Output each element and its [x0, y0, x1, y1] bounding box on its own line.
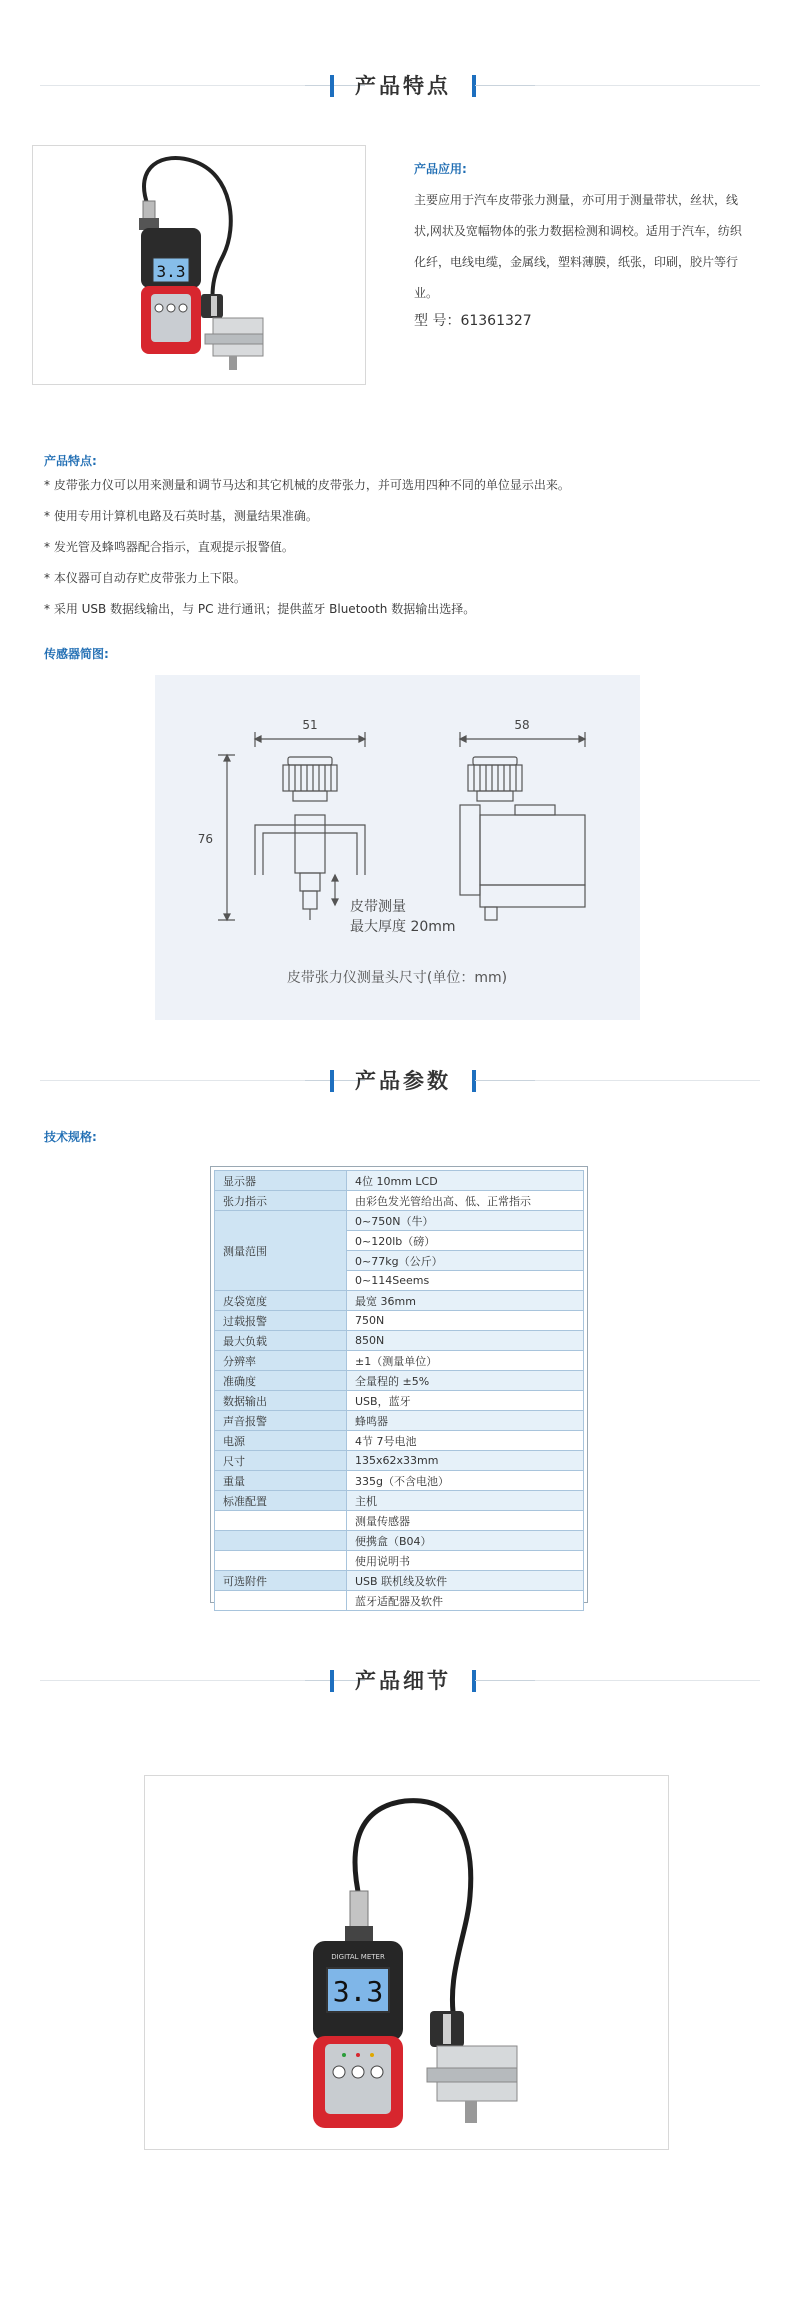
spec-key: 过载报警 [215, 1311, 347, 1331]
dim-width-left: 51 [302, 718, 318, 732]
spec-value: 4位 10mm LCD [347, 1171, 584, 1191]
spec-key: 标准配置 [215, 1491, 347, 1511]
table-row [215, 1571, 584, 1591]
diagram-caption: 皮带张力仪测量头尺寸(单位：mm) [286, 970, 508, 986]
application-text [414, 185, 764, 309]
detail-lcd-readout: 3.3 [332, 1975, 384, 2008]
spec-value: 最宽 36mm [347, 1291, 584, 1311]
sensor-dimension-drawing [155, 675, 640, 1020]
spec-key [215, 1591, 347, 1611]
feature-item: * 采用 USB 数据线输出，与 PC 进行通讯；提供蓝牙 Bluetooth 数据输出选择。 [44, 602, 476, 616]
table-row [215, 1351, 584, 1371]
model-number: 型 号：61361327 [414, 313, 532, 329]
section-header-features [40, 65, 760, 105]
belt-tension-meter-illustration [33, 146, 367, 386]
sensor-diagram [155, 675, 640, 1020]
spec-key: 准确度 [215, 1371, 347, 1391]
spec-key: 分辨率 [215, 1351, 347, 1371]
spec-value: 135x62x33mm [347, 1451, 584, 1471]
spec-key: 尺寸 [215, 1451, 347, 1471]
spec-key [215, 1511, 347, 1531]
spec-value: 0~77kg（公斤） [347, 1251, 584, 1271]
spec-key [215, 1531, 347, 1551]
application-label: 产品应用: [414, 162, 467, 176]
spec-value: 335g（不含电池） [347, 1471, 584, 1491]
section-title: 产品参数 [355, 1069, 451, 1093]
table-row [215, 1531, 584, 1551]
feature-item: * 皮带张力仪可以用来测量和调节马达和其它机械的皮带张力，并可选用四种不同的单位显示出来。 [44, 478, 570, 492]
application-line: 状,网状及宽幅物体的张力数据检测和调校。适用于汽车，纺织 [414, 224, 742, 238]
section-header-details [40, 1660, 760, 1700]
table-row [215, 1411, 584, 1431]
spec-key: 电源 [215, 1431, 347, 1451]
belt-note-line2: 最大厚度 20mm [350, 919, 456, 935]
table-row [215, 1311, 584, 1331]
device-brand: DIGITAL METER [331, 1953, 385, 1961]
spec-value: USB 联机线及软件 [347, 1571, 584, 1591]
table-row [215, 1331, 584, 1351]
section-title: 产品特点 [355, 74, 451, 98]
spec-key: 测量范围 [215, 1211, 347, 1291]
table-row [215, 1551, 584, 1571]
section-header-params [40, 1060, 760, 1100]
belt-note-line1: 皮带测量 [350, 899, 406, 915]
spec-table [214, 1170, 584, 1611]
lcd-readout: 3.3 [156, 262, 186, 281]
spec-key: 皮袋宽度 [215, 1291, 347, 1311]
table-row [215, 1471, 584, 1491]
spec-value: USB，蓝牙 [347, 1391, 584, 1411]
table-row [215, 1491, 584, 1511]
table-row [215, 1211, 584, 1231]
feature-item: * 使用专用计算机电路及石英时基，测量结果准确。 [44, 509, 318, 523]
specs-label: 技术规格: [44, 1130, 97, 1144]
application-line: 业。 [414, 286, 439, 300]
application-line: 主要应用于汽车皮带张力测量，亦可用于测量带状，丝状，线 [414, 193, 739, 207]
spec-key: 可选附件 [215, 1571, 347, 1591]
spec-key: 重量 [215, 1471, 347, 1491]
table-row [215, 1291, 584, 1311]
spec-value: 主机 [347, 1491, 584, 1511]
spec-value: 便携盒（B04） [347, 1531, 584, 1551]
table-row [215, 1391, 584, 1411]
sensor-label: 传感器简图: [44, 647, 109, 661]
spec-key: 张力指示 [215, 1191, 347, 1211]
spec-value: 蜂鸣器 [347, 1411, 584, 1431]
spec-value: 全量程的 ±5% [347, 1371, 584, 1391]
product-detail-image [144, 1775, 669, 2150]
spec-key: 声音报警 [215, 1411, 347, 1431]
spec-value: 0~114Seems [347, 1271, 584, 1291]
table-row [215, 1431, 584, 1451]
features-list [44, 470, 764, 625]
section-title: 产品细节 [355, 1669, 451, 1693]
table-row [215, 1191, 584, 1211]
spec-value: 蓝牙适配器及软件 [347, 1591, 584, 1611]
spec-value: 850N [347, 1331, 584, 1351]
spec-value: ±1（测量单位） [347, 1351, 584, 1371]
spec-value: 4节 7号电池 [347, 1431, 584, 1451]
table-row [215, 1171, 584, 1191]
table-row [215, 1591, 584, 1611]
spec-value: 750N [347, 1311, 584, 1331]
table-row [215, 1511, 584, 1531]
spec-key: 显示器 [215, 1171, 347, 1191]
feature-item: * 发光管及蜂鸣器配合指示，直观提示报警值。 [44, 540, 294, 554]
spec-value: 由彩色发光管给出高、低、正常指示 [347, 1191, 584, 1211]
dim-width-right: 58 [514, 718, 530, 732]
spec-key [215, 1551, 347, 1571]
spec-value: 测量传感器 [347, 1511, 584, 1531]
spec-key: 数据输出 [215, 1391, 347, 1411]
spec-value: 0~750N（牛） [347, 1211, 584, 1231]
feature-item: * 本仪器可自动存贮皮带张力上下限。 [44, 571, 246, 585]
table-row [215, 1371, 584, 1391]
spec-value: 0~120lb（磅） [347, 1231, 584, 1251]
belt-tension-meter-detail-illustration [145, 1776, 670, 2151]
spec-value: 使用说明书 [347, 1551, 584, 1571]
dim-height: 76 [197, 832, 213, 846]
product-image [32, 145, 366, 385]
spec-key: 最大负载 [215, 1331, 347, 1351]
features-label: 产品特点: [44, 454, 97, 468]
application-line: 化纤，电线电缆，金属线，塑料薄膜，纸张，印刷，胶片等行 [414, 255, 739, 269]
table-row [215, 1451, 584, 1471]
